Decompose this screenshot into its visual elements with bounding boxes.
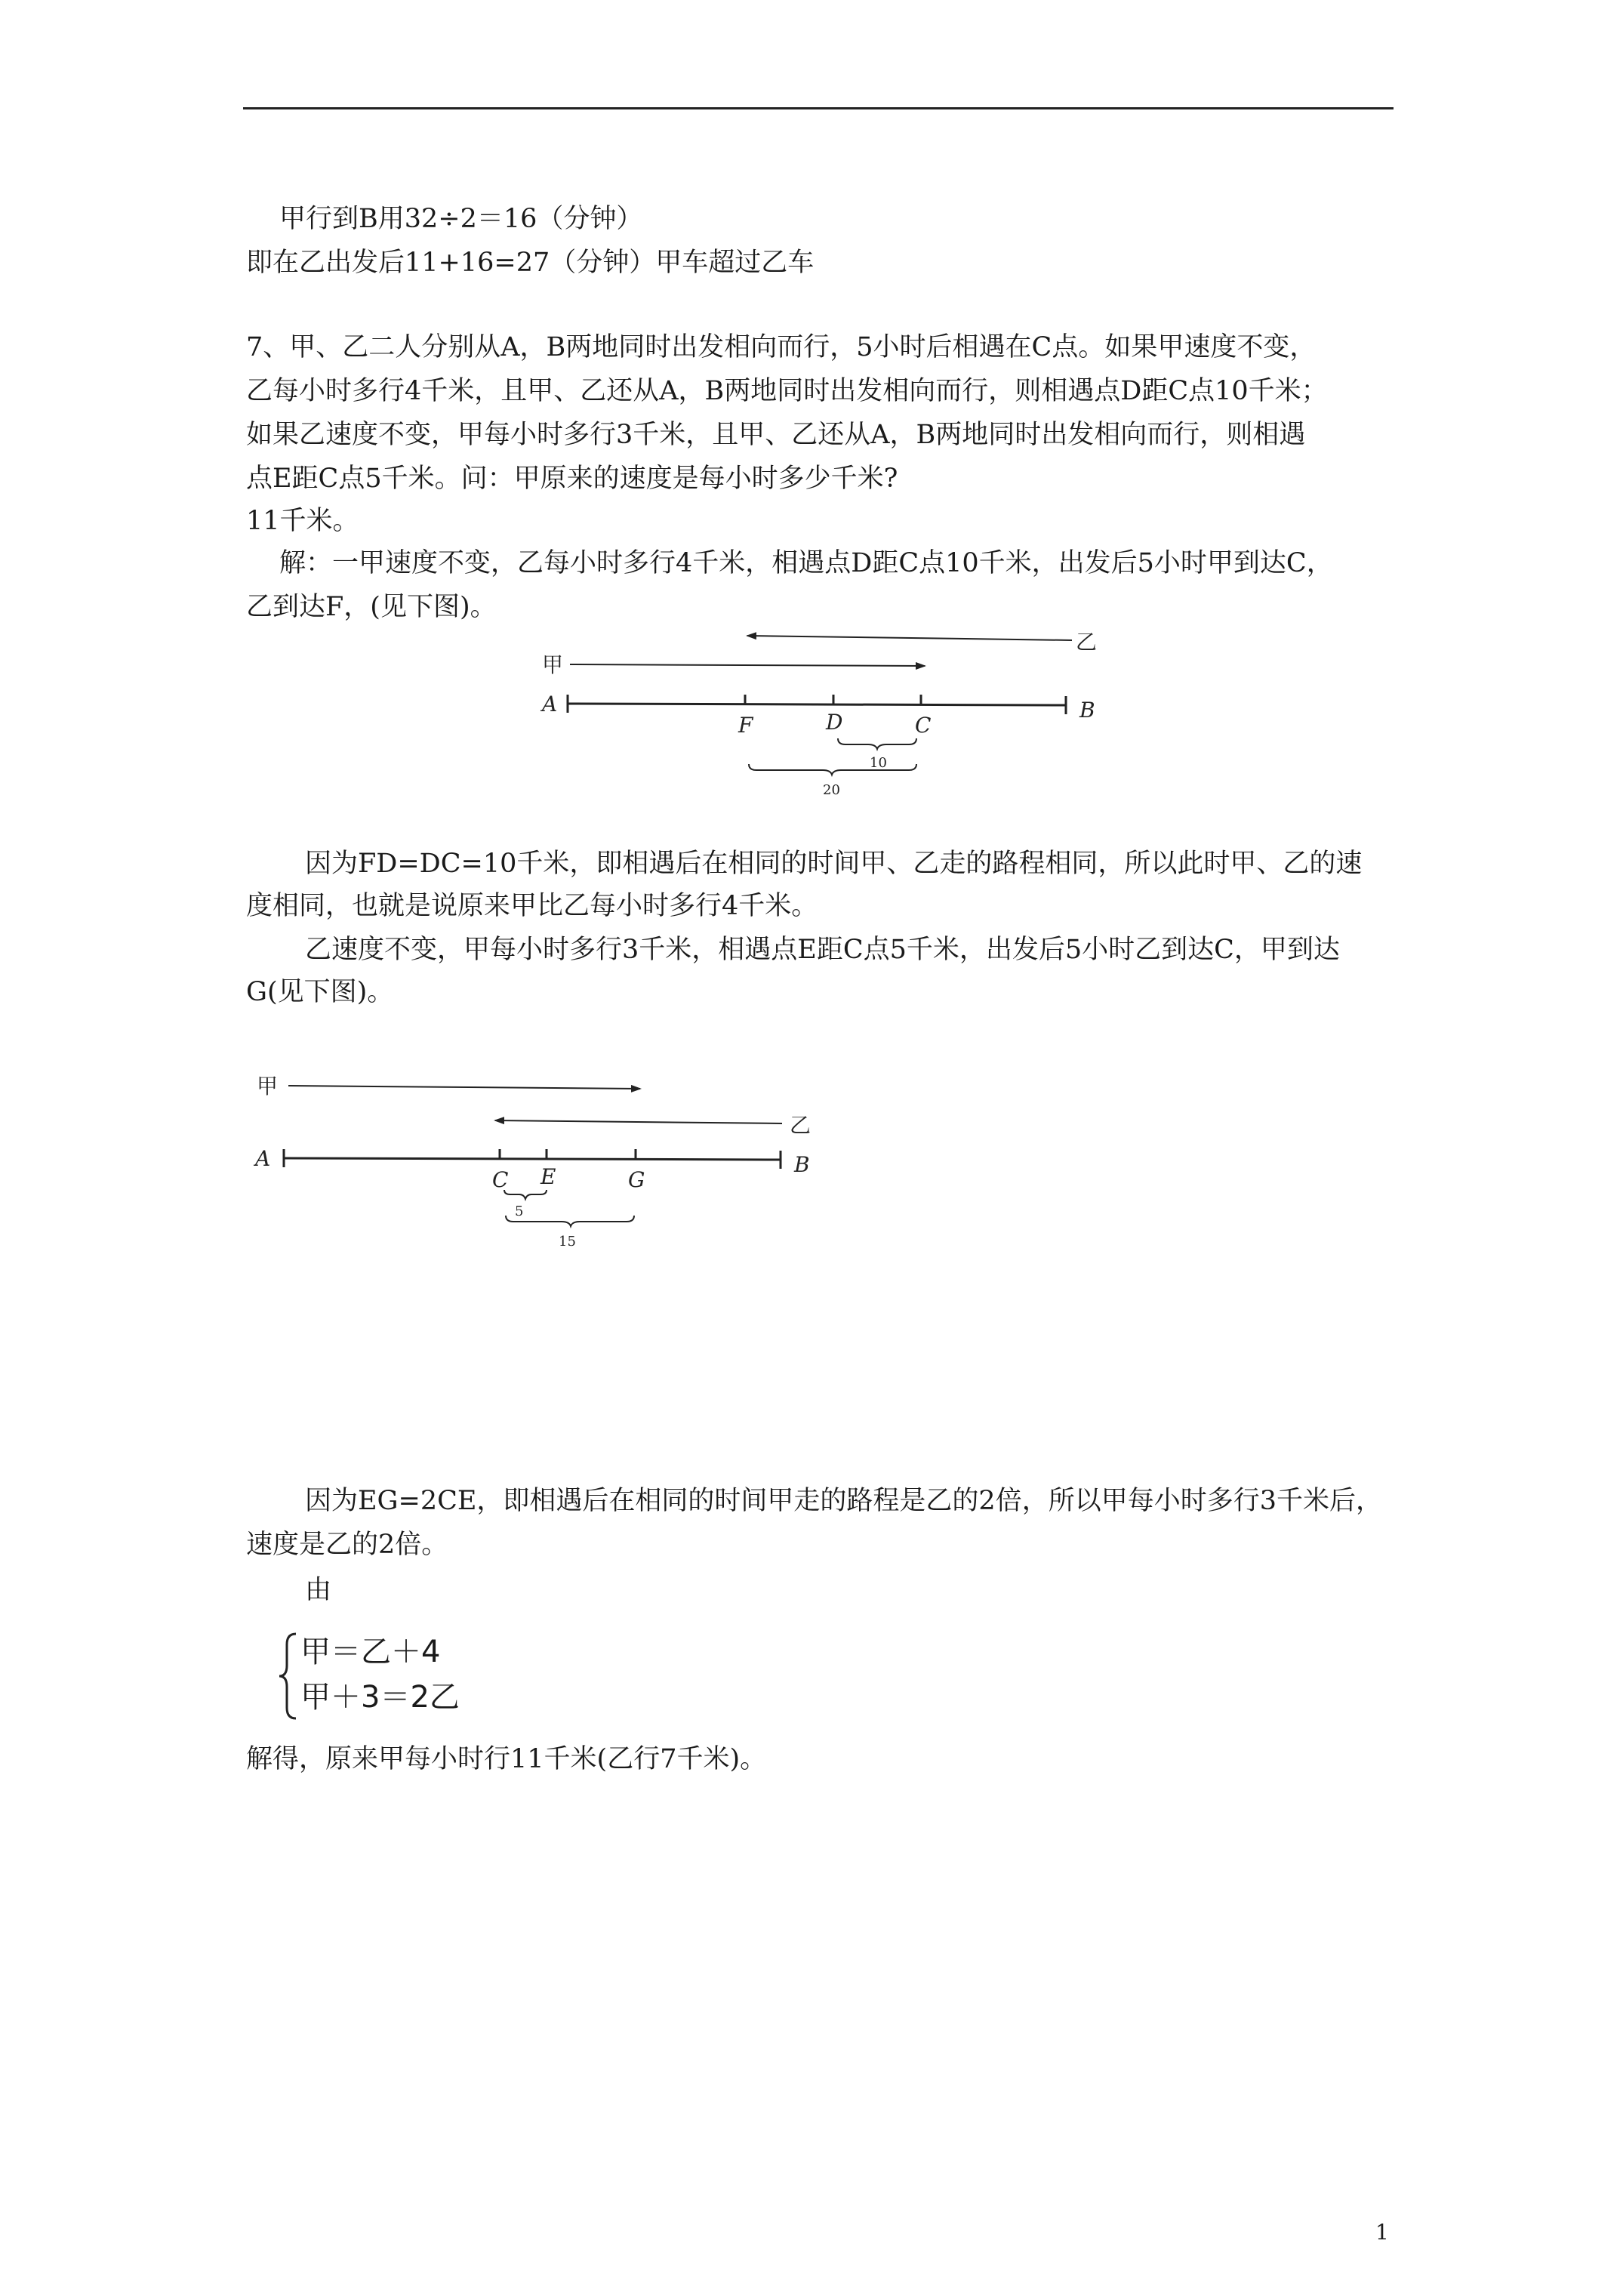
point-c: C (492, 1167, 509, 1192)
yi-arrow (495, 1120, 782, 1123)
point-g: G (628, 1167, 645, 1192)
diagram-2 (246, 1057, 835, 1261)
answer: 11千米。 (246, 506, 359, 536)
yi-arrow (747, 636, 1072, 640)
text-line: 甲行到B用32÷2＝16（分钟） (279, 204, 643, 234)
point-c: C (915, 713, 932, 738)
solution-text: 因为EG=2CE，即相遇后在相同的时间甲走的路程是乙的2倍，所以甲每小时多行3千米后， (305, 1486, 1382, 1516)
label-jia: 甲 (542, 652, 564, 677)
solution-text: 解：一甲速度不变，乙每小时多行4千米，相遇点D距C点10千米，出发后5小时甲到达C， (279, 548, 1333, 578)
brace-5 (504, 1190, 547, 1199)
point-d: D (826, 710, 843, 735)
point-b: B (794, 1152, 810, 1177)
solution-text: 乙到达F，(见下图)。 (246, 592, 497, 622)
conclusion: 解得，原来甲每小时行11千米(乙行7千米)。 (246, 1744, 767, 1774)
brace-15 (506, 1216, 634, 1226)
brace-10 (838, 738, 916, 749)
solution-text: 因为FD=DC=10千米，即相遇后在相同的时间甲、乙走的路程相同，所以此时甲、乙的速 (305, 849, 1363, 879)
point-a: A (542, 692, 558, 717)
point-b: B (1079, 698, 1095, 723)
point-e: E (540, 1164, 556, 1189)
segment-ab (568, 704, 1066, 705)
page-number: 1 (1375, 2220, 1389, 2245)
dim-15: 15 (559, 1234, 576, 1250)
equation-system (276, 1631, 503, 1721)
equation-2: 甲＋3＝2乙 (300, 1680, 460, 1715)
equation-1: 甲＝乙＋4 (300, 1635, 441, 1669)
solution-text: 度相同，也就是说原来甲比乙每小时多行4千米。 (246, 891, 818, 921)
point-f: F (738, 713, 753, 738)
system-brace (276, 1631, 299, 1721)
problem-statement: 7、甲、乙二人分别从A，B两地同时出发相向而行，5小时后相遇在C点。如果甲速度不变， (246, 332, 1317, 362)
solution-text: 速度是乙的2倍。 (246, 1530, 448, 1560)
dim-5: 5 (515, 1203, 524, 1219)
dim-10: 10 (870, 755, 887, 771)
text-line: 即在乙出发后11+16=27（分钟）甲车超过乙车 (246, 248, 815, 278)
solution-text: 由 (305, 1575, 332, 1605)
point-a: A (255, 1146, 271, 1171)
segment-ab (284, 1158, 781, 1160)
brace-20 (749, 764, 916, 775)
label-jia: 甲 (257, 1074, 279, 1099)
problem-statement: 点E距C点5千米。问：甲原来的速度是每小时多少千米? (246, 464, 898, 494)
problem-statement: 如果乙速度不变，甲每小时多行3千米，且甲、乙还从A，B两地同时出发相向而行，则相遇 (246, 420, 1306, 450)
label-yi: 乙 (790, 1113, 812, 1138)
dim-20: 20 (823, 782, 840, 798)
solution-text: G(见下图)。 (246, 977, 394, 1007)
jia-arrow (570, 664, 925, 666)
problem-statement: 乙每小时多行4千米，且甲、乙还从A，B两地同时出发相向而行，则相遇点D距C点10千米； (246, 376, 1328, 406)
label-yi: 乙 (1076, 630, 1098, 655)
jia-arrow (288, 1086, 640, 1089)
header-rule (243, 107, 1394, 109)
diagram-1 (528, 619, 1117, 808)
solution-text: 乙速度不变，甲每小时多行3千米，相遇点E距C点5千米，出发后5小时乙到达C，甲到达 (305, 935, 1340, 965)
